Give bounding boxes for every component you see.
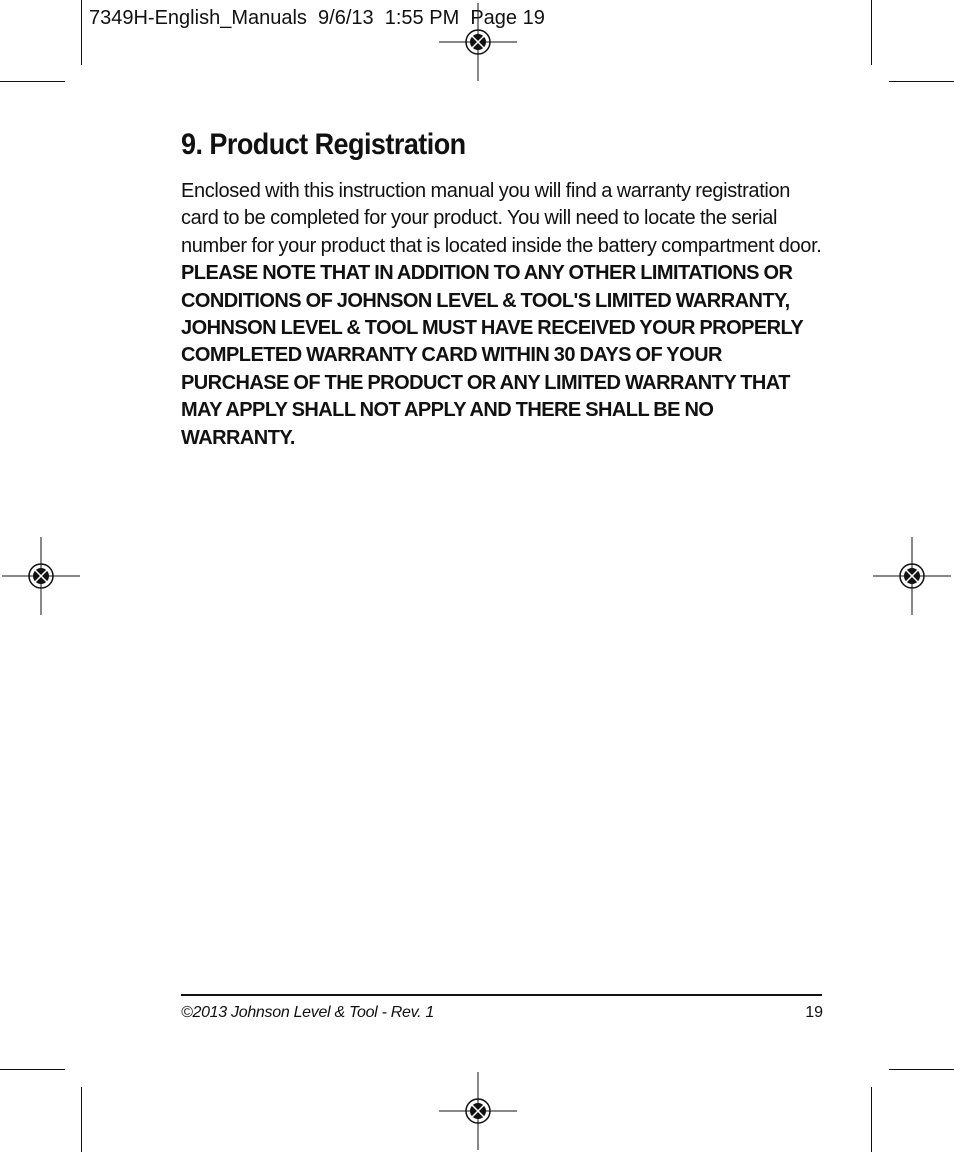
crop-mark-bottom-left-vertical [81,1087,82,1152]
registration-mark-top-icon [439,3,517,81]
printer-slug-line: 7349H-English_Manuals 9/6/13 1:55 PM Page 19 [89,7,545,29]
registration-mark-bottom-icon [439,1072,517,1150]
product-registration-section [181,125,831,452]
registration-mark-right-icon [873,537,951,615]
footer-divider [181,994,822,996]
crop-mark-top-left-horizontal [0,81,65,82]
crop-mark-top-right-vertical [871,0,872,65]
registration-mark-left-icon [2,537,80,615]
warranty-notice-text: PLEASE NOTE THAT IN ADDITION TO ANY OTHER LIMITATIONS OR CONDITIONS OF JOHNSON LEVEL & TOOL'S LIMITED WARRANTY, JOHNSON LEVEL & TOOL MUST HAVE RECEIVED YOUR PROPERLY COMPLETED WARRANTY CARD WITHIN 30 DAYS OF YOUR PURCHASE OF THE PRODUCT OR ANY LIMITED WARRANTY THAT MAY APPLY SHALL NOT APPLY AND THERE SHALL BE NO WARRANTY. [181,262,803,449]
section-heading: 9. Product Registration [181,128,466,161]
crop-mark-bottom-right-vertical [871,1087,872,1152]
footer-copyright: ©2013 Johnson Level & Tool - Rev. 1 [181,1004,435,1021]
crop-mark-top-right-horizontal [889,81,954,82]
registration-paragraph [181,178,831,452]
crop-mark-top-left-vertical [81,0,82,65]
footer-page-number: 19 [805,1004,823,1021]
crop-mark-bottom-right-horizontal [889,1069,954,1070]
crop-mark-bottom-left-horizontal [0,1069,65,1070]
registration-intro-text: Enclosed with this instruction manual you will find a warranty registration card to be completed for your product. You will need to locate the serial number for your product that is located inside the battery compartment door. [181,180,822,257]
